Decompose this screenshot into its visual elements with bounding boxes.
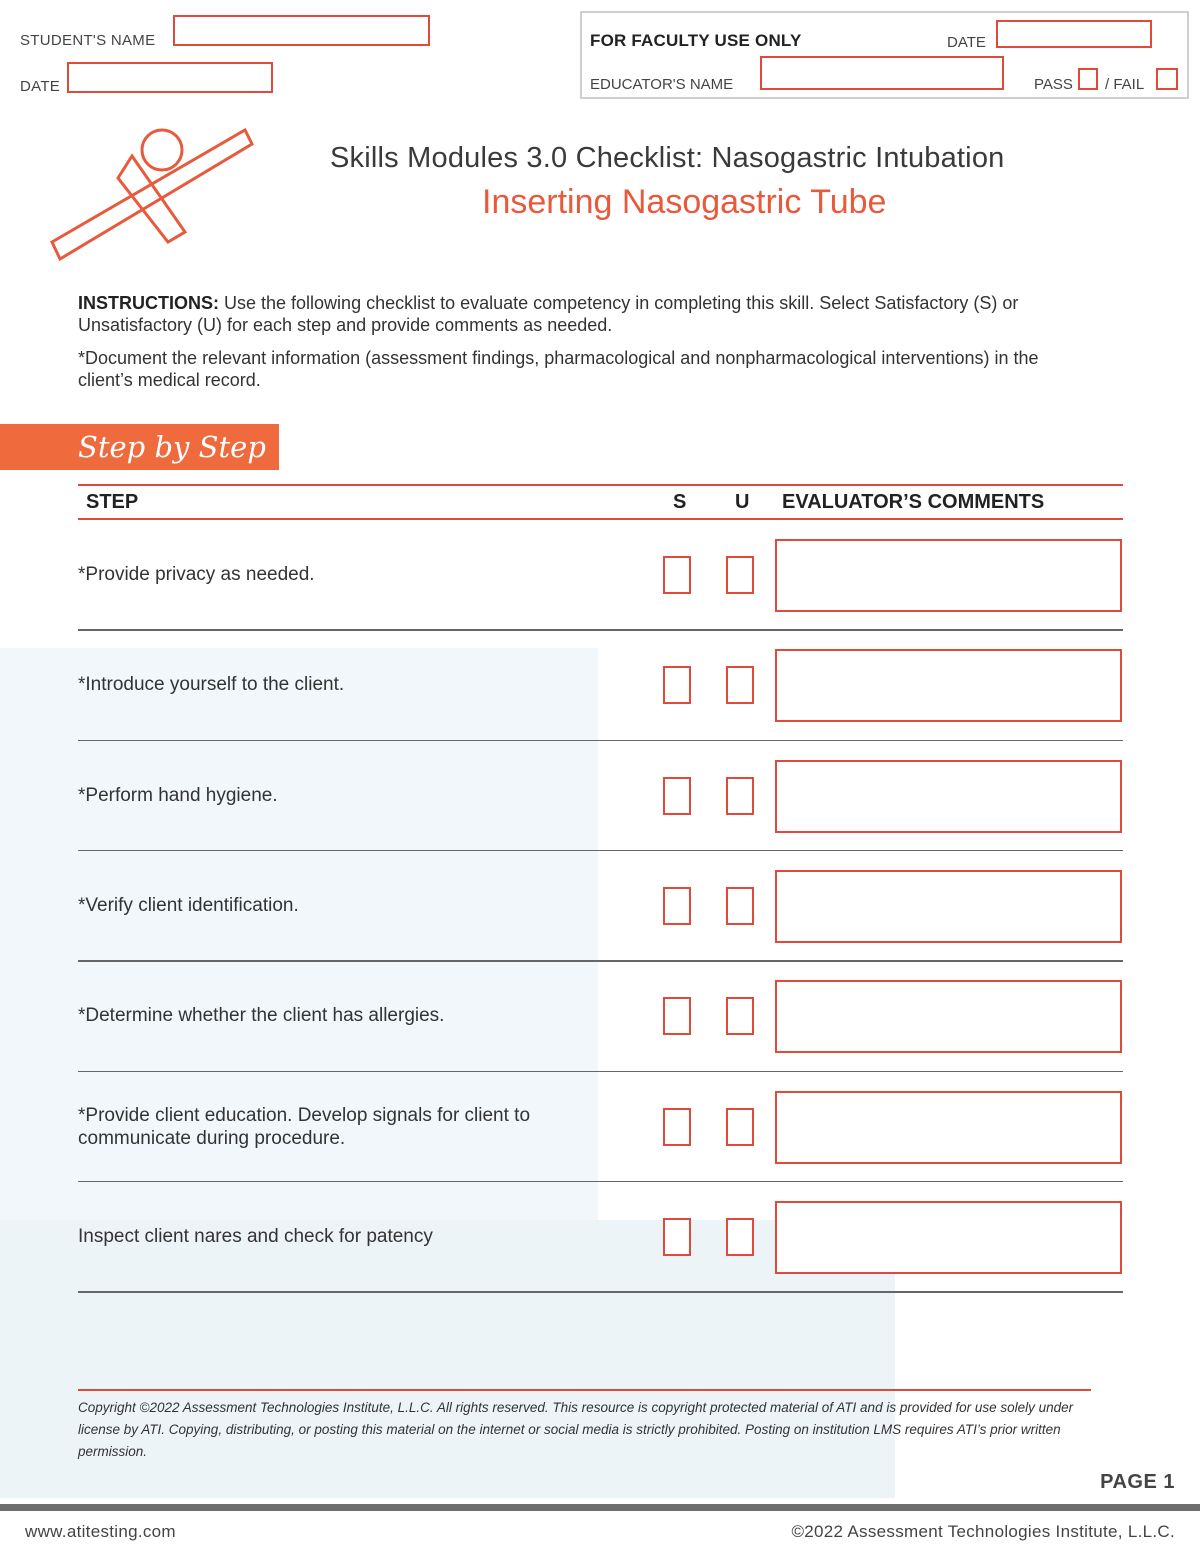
step-text: *Provide privacy as needed.: [78, 564, 315, 586]
step-text: *Perform hand hygiene.: [78, 784, 278, 806]
pass-checkbox[interactable]: [1078, 68, 1098, 90]
pass-label: PASS: [1034, 76, 1073, 93]
instructions-paragraph: [78, 292, 1078, 336]
instructions-text: Use the following checklist to evaluate competency in completing this skill. Select Satisfactory (S) or Unsatisfactory (U) for each step and provide comments as needed.: [78, 293, 1019, 335]
instructions: [78, 292, 1078, 402]
header-s: S: [673, 491, 687, 513]
copyright-divider: [78, 1389, 1091, 1391]
evaluator-comment-field[interactable]: [775, 980, 1122, 1053]
satisfactory-checkbox[interactable]: [663, 666, 691, 704]
company-copyright: ©2022 Assessment Technologies Institute, L.L.C.: [791, 1522, 1175, 1541]
unsatisfactory-checkbox[interactable]: [726, 556, 754, 594]
faculty-date-label: DATE: [947, 34, 986, 51]
student-date-label: DATE: [20, 78, 61, 95]
educator-name-field[interactable]: [760, 56, 1004, 90]
step-text: *Determine whether the client has allergies.: [78, 1005, 445, 1027]
header-comments: EVALUATOR’S COMMENTS: [782, 491, 1045, 513]
step-text: Inspect client nares and check for patency: [78, 1225, 433, 1247]
unsatisfactory-checkbox[interactable]: [726, 997, 754, 1035]
satisfactory-checkbox[interactable]: [663, 887, 691, 925]
satisfactory-checkbox[interactable]: [663, 997, 691, 1035]
footer-bar: [0, 1504, 1200, 1511]
section-banner: Step by Step: [0, 424, 279, 470]
row-divider: [78, 850, 1123, 852]
fail-label: / FAIL: [1105, 76, 1145, 93]
row-divider: [78, 629, 1123, 631]
evaluator-comment-field[interactable]: [775, 1201, 1122, 1274]
row-divider: [78, 1071, 1123, 1073]
student-name-field[interactable]: [173, 15, 430, 46]
step-text: *Provide client education. Develop signals for client to communicate during procedure.: [78, 1104, 531, 1149]
satisfactory-checkbox[interactable]: [663, 1218, 691, 1256]
row-divider: [78, 960, 1123, 962]
unsatisfactory-checkbox[interactable]: [726, 1218, 754, 1256]
ati-logo-icon: [40, 120, 260, 270]
evaluator-comment-field[interactable]: [775, 760, 1122, 833]
table-header-top-line: [78, 484, 1123, 486]
unsatisfactory-checkbox[interactable]: [726, 777, 754, 815]
step-text: *Verify client identification.: [78, 895, 299, 917]
document-subtitle: Inserting Nasogastric Tube: [482, 183, 887, 221]
evaluator-comment-field[interactable]: [775, 649, 1122, 722]
unsatisfactory-checkbox[interactable]: [726, 887, 754, 925]
faculty-title: FOR FACULTY USE ONLY: [590, 31, 802, 50]
row-divider: [78, 740, 1123, 742]
unsatisfactory-checkbox[interactable]: [726, 666, 754, 704]
copyright-notice: Copyright ©2022 Assessment Technologies Institute, L.L.C. All rights reserved. This resource is copyright protected material of ATI and is provided for use solely under license by ATI. Copying, distributing, or posting this material on the internet or social media is strictly prohibited. Posting on institution LMS requires ATI’s prior written permission.: [78, 1400, 1074, 1459]
instructions-note: *Document the relevant information (assessment findings, pharmacological and nonpharmacological interventions) in the client’s medical record.: [78, 348, 1039, 390]
step-text: *Introduce yourself to the client.: [78, 674, 345, 696]
evaluator-comment-field[interactable]: [775, 1091, 1122, 1164]
row-divider: [78, 1291, 1123, 1293]
satisfactory-checkbox[interactable]: [663, 777, 691, 815]
evaluator-comment-field[interactable]: [775, 539, 1122, 612]
student-name-label: STUDENT'S NAME: [20, 32, 156, 49]
page-number: PAGE 1: [1100, 1471, 1175, 1493]
row-divider: [78, 1181, 1123, 1183]
website-link[interactable]: www.atitesting.com: [25, 1522, 176, 1541]
instructions-lead: INSTRUCTIONS:: [78, 293, 219, 313]
faculty-use-box: [580, 11, 1189, 99]
header-step: STEP: [86, 491, 139, 513]
satisfactory-checkbox[interactable]: [663, 1108, 691, 1146]
satisfactory-checkbox[interactable]: [663, 556, 691, 594]
fail-checkbox[interactable]: [1156, 68, 1178, 90]
evaluator-comment-field[interactable]: [775, 870, 1122, 943]
student-date-field[interactable]: [67, 62, 273, 93]
document-title: Skills Modules 3.0 Checklist: Nasogastric Intubation: [330, 142, 1005, 174]
educator-name-label: EDUCATOR'S NAME: [590, 76, 734, 93]
table-header-bottom-line: [78, 518, 1123, 520]
unsatisfactory-checkbox[interactable]: [726, 1108, 754, 1146]
header-u: U: [735, 491, 750, 513]
faculty-date-field[interactable]: [996, 20, 1152, 48]
